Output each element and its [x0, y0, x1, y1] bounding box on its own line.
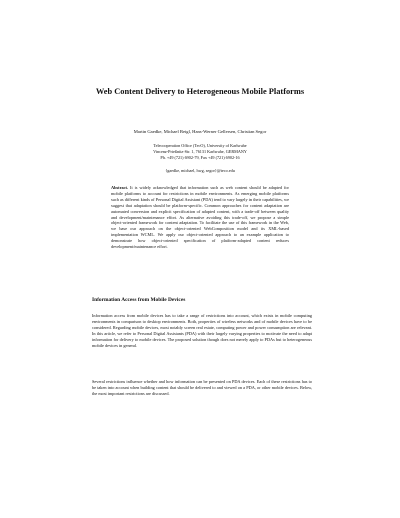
body-paragraph: Information access from mobile devices has to take a range of restrictions into account, which exists in mobile computing environments in comparison to desktop environments. Both, properties of wireless networks and of mobile devices have to be considered. Regarding mobile devices, most notably screen real estate, computing power and power consumption are relevant. In this article, we refer to Personal Digital Assistants (PDA) with their largely varying properties to motivate the need to adapt information for delivery to mobile devices. The proposed solution though does not merely apply to PDAs but to heterogeneous mobile devices in general.: [92, 313, 312, 348]
abstract-text: It is widely acknowledged that information such as web content should be adapted for mobile platforms to account for restrictions in mobile environments. As emerging mobile platforms such as different kinds of Personal Digital Assistant (PDA) tend to vary largely in their capabilities, we suggest that adaptation should be platform-specific. Common approaches for content adaptation are automated conversion and explicit specification of adapted content, with a trade-off between quality and development/maintenance effort. As alternative avoiding this trade-off, we propose a simple object-oriented framework for content adaptation. To facilitate the use of this framework in the Web, we base our approach on the object-oriented WebComposition model and its XML-based implementation WCML. We apply our object-oriented approach to an example application to demonstrate how object-oriented specification of platform-adapted content reduces development/maintenance effort.: [111, 185, 289, 250]
affiliation-block: [90, 143, 310, 160]
affiliation-line: Vincenz-Prießnitz-Str. 1, 76131 Karlsruhe, GERMANY: [153, 148, 247, 154]
author-email: {gaedke, michael, hwg, segor}@teco.edu: [165, 168, 235, 173]
section-heading: Information Access from Mobile Devices: [92, 297, 186, 303]
abstract: [111, 185, 289, 250]
body-paragraph: Several restrictions influence whether and how information can be presented on PDA devices. Each of these restrictions has to be taken into account when building content that should be delivered to and viewed on a PDA, or other mobile devices. Below, the most important restrictions are discussed.: [92, 379, 312, 396]
abstract-label: Abstract.: [111, 185, 129, 190]
paper-title: Web Content Delivery to Heterogeneous Mobile Platforms: [95, 87, 305, 96]
author-list: Martin Gaedke, Michael Beigl, Hans-Werner Gellersen, Christian Segor: [133, 129, 267, 134]
affiliation-line: Ph. +49 (721) 6902-79, Fax +49 (721) 6902-16: [160, 154, 240, 160]
affiliation-line: Telecooperation Office (TecO), University of Karlsruhe: [153, 143, 247, 148]
